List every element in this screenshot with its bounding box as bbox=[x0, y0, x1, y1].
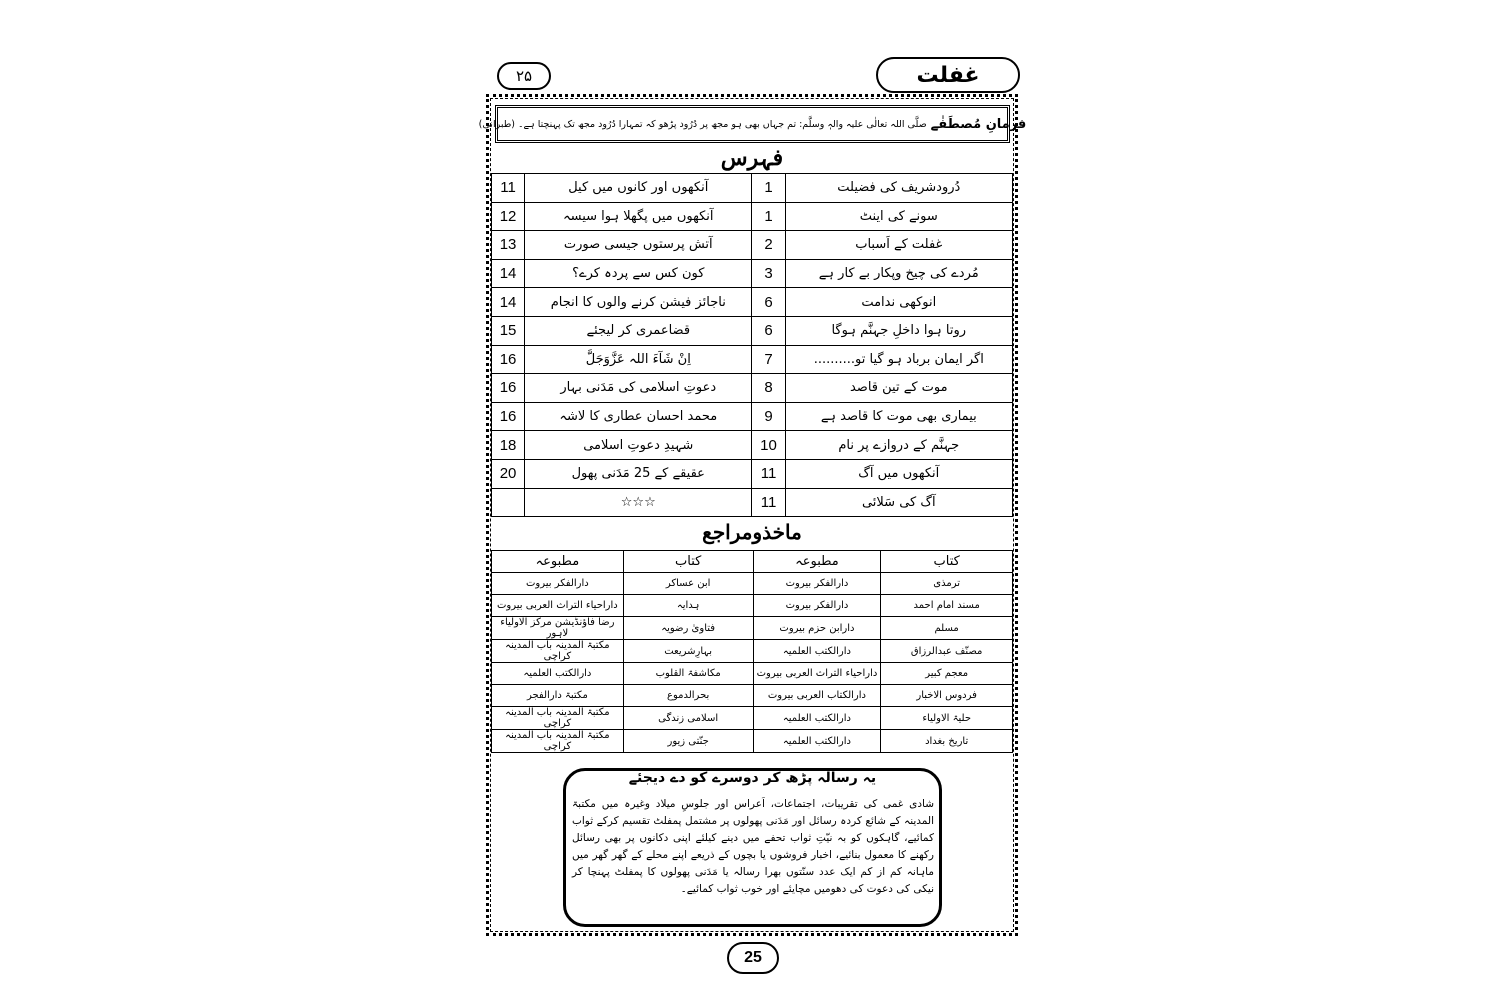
refs-publisher: دارالفکر بیروت bbox=[492, 573, 624, 595]
notice-title: یہ رسالہ پڑھ کر دوسرے کو دے دیجئے bbox=[628, 770, 877, 786]
toc-right-page: 9 bbox=[752, 402, 785, 431]
refs-book: بہارِشریعت bbox=[623, 640, 753, 663]
refs-publisher: مکتبۃ المدینہ باب المدینہ کراچی bbox=[492, 707, 624, 730]
toc-right-title: سونے کی اینٹ bbox=[785, 202, 1012, 231]
toc-row bbox=[492, 202, 1013, 231]
refs-publisher: دارابن حزم بیروت bbox=[753, 617, 881, 640]
refs-header-publisher: مطبوعہ bbox=[753, 551, 881, 573]
refs-publisher: دارالفکر بیروت bbox=[753, 573, 881, 595]
toc-left-title: ناجائز فیشن کرنے والوں کا انجام bbox=[525, 288, 752, 317]
toc-row bbox=[492, 231, 1013, 260]
refs-header-book: کتاب bbox=[881, 551, 1013, 573]
toc-left-title: آتش پرستوں جیسی صورت bbox=[525, 231, 752, 260]
toc-right-page: 6 bbox=[752, 316, 785, 345]
toc-right-page: 3 bbox=[752, 259, 785, 288]
refs-row bbox=[492, 640, 1013, 663]
toc-row bbox=[492, 431, 1013, 460]
toc-left-title: عقیقے کے 25 مَدَنی پھول bbox=[525, 459, 752, 488]
refs-publisher: دارالکتب العلمیہ bbox=[753, 640, 881, 663]
refs-row bbox=[492, 707, 1013, 730]
toc-row bbox=[492, 174, 1013, 203]
refs-publisher: دارالکتب العلمیہ bbox=[753, 730, 881, 753]
refs-book: ابن عساکر bbox=[623, 573, 753, 595]
page-header-number: ۲۵ bbox=[497, 62, 551, 90]
toc-right-page: 1 bbox=[752, 202, 785, 231]
toc-left-title: محمد احسان عطاری کا لاشہ bbox=[525, 402, 752, 431]
toc-left-page: 14 bbox=[492, 288, 525, 317]
refs-publisher: داراحیاء التراث العربی بیروت bbox=[753, 663, 881, 685]
refs-title: ماخذومراجع bbox=[702, 520, 802, 544]
toc-right-page: 8 bbox=[752, 374, 785, 403]
refs-publisher: دارالفکر بیروت bbox=[753, 595, 881, 617]
toc-right-title: آنکھوں میں آگ bbox=[785, 459, 1012, 488]
refs-publisher: داراحیاء التراث العربی بیروت bbox=[492, 595, 624, 617]
refs-row bbox=[492, 573, 1013, 595]
hadith-banner bbox=[478, 105, 1027, 143]
refs-book: ترمذی bbox=[881, 573, 1013, 595]
refs-book: مصنّف عبدالرزاق bbox=[881, 640, 1013, 663]
toc-left-page: 12 bbox=[492, 202, 525, 231]
toc-right-title: جہنَّم کے دروازے پر نام bbox=[785, 431, 1012, 460]
banner-text: صلَّی اللہ تعالٰی علیہ والہٖ وسلَّم: تم جہاں بھی ہو مجھ پر دُرُود پڑھو کہ تمہارا دُرُود مجھ تک پہنچتا ہے۔ (طبرانی) bbox=[478, 118, 927, 130]
toc-left-title: اِنْ شَآءَ اللہ عَزَّوَجَلَّ bbox=[525, 345, 752, 374]
refs-header-publisher: مطبوعہ bbox=[492, 551, 624, 573]
refs-book: فتاویٰ رضویہ bbox=[623, 617, 753, 640]
toc-row bbox=[492, 488, 1013, 517]
refs-book: تاریخ بغداد bbox=[881, 730, 1013, 753]
toc-left-page: 16 bbox=[492, 345, 525, 374]
refs-row bbox=[492, 617, 1013, 640]
refs-book: حلیۃ الاولیاء bbox=[881, 707, 1013, 730]
refs-book: ہدایہ bbox=[623, 595, 753, 617]
toc-row bbox=[492, 345, 1013, 374]
toc-right-page: 7 bbox=[752, 345, 785, 374]
toc-left-title: شہیدِ دعوتِ اسلامی bbox=[525, 431, 752, 460]
toc-left-page: 15 bbox=[492, 316, 525, 345]
refs-publisher: مکتبۃ دارالفجر bbox=[492, 685, 624, 707]
toc-left-title: قضاعمری کر لیجئے bbox=[525, 316, 752, 345]
refs-publisher: مکتبۃ المدینہ باب المدینہ کراچی bbox=[492, 730, 624, 753]
toc-left-page: 16 bbox=[492, 402, 525, 431]
refs-row bbox=[492, 685, 1013, 707]
toc-title: فہرس bbox=[720, 145, 784, 171]
refs-publisher: مکتبۃ المدینہ باب المدینہ کراچی bbox=[492, 640, 624, 663]
toc-right-page: 2 bbox=[752, 231, 785, 260]
refs-book: مسند امام احمد bbox=[881, 595, 1013, 617]
banner-lead: فرمانِ مُصطَفٰے bbox=[930, 116, 1027, 132]
refs-publisher: دارالکتب العلمیہ bbox=[753, 707, 881, 730]
refs-publisher: دارالکتب العلمیہ bbox=[492, 663, 624, 685]
toc-left-title: آنکھوں اور کانوں میں کیل bbox=[525, 174, 752, 203]
refs-publisher: دارالکتاب العربی بیروت bbox=[753, 685, 881, 707]
toc-right-title: موت کے تین قاصد bbox=[785, 374, 1012, 403]
toc-left-title: دعوتِ اسلامی کی مَدَنی بہار bbox=[525, 374, 752, 403]
toc-right-title: غفلت کے اَسباب bbox=[785, 231, 1012, 260]
toc-row bbox=[492, 459, 1013, 488]
refs-header-book: کتاب bbox=[623, 551, 753, 573]
toc-left-title: آنکھوں میں پگھلا ہوا سیسہ bbox=[525, 202, 752, 231]
notice-body: شادی غمی کی تقریبات، اجتماعات، اَعراس اور جلوسِ میلاد وغیرہ میں مکتبۃ المدینہ کے شائع کردہ رسائل اور مَدَنی پھولوں پر مشتمل پمفلٹ تقسیم کرکے ثواب کمائیے، گاہکوں کو بہ نیّتِ ثواب تحفے میں دینے کیلئے اپنی دکانوں پر بھی رسائل رکھنے کا معمول بنائیے، اخبار فروشوں یا بچوں کے ذریعے اپنے محلے کے گھر گھر میں ماہانہ کم از کم ایک عدد سنّتوں بھرا رسالہ یا مَدَنی پھولوں کا پمفلٹ پہنچا کر نیکی کی دعوت کی دھومیں مچایئے اور خوب ثواب کمائیے۔ bbox=[572, 798, 934, 895]
toc-right-page: 11 bbox=[752, 459, 785, 488]
toc-right-page: 1 bbox=[752, 174, 785, 203]
toc-row bbox=[492, 374, 1013, 403]
refs-header-row bbox=[492, 551, 1013, 573]
toc-right-title: روتا ہوا داخلِ جہنَّم ہوگا bbox=[785, 316, 1012, 345]
toc-left-page: 11 bbox=[492, 174, 525, 203]
refs-row bbox=[492, 663, 1013, 685]
toc-right-page: 11 bbox=[752, 488, 785, 517]
toc-left-page: 13 bbox=[492, 231, 525, 260]
refs-book: بحرالدموع bbox=[623, 685, 753, 707]
refs-book: معجم کبیر bbox=[881, 663, 1013, 685]
refs-book: اسلامی زندگی bbox=[623, 707, 753, 730]
refs-row bbox=[492, 730, 1013, 753]
toc-right-title: مُردے کی چیخ وپکار بے کار ہے bbox=[785, 259, 1012, 288]
footer-page-number: 25 bbox=[727, 942, 779, 974]
refs-book: فردوس الاخبار bbox=[881, 685, 1013, 707]
refs-publisher: رضا فاؤنڈیشن مرکز الاولیاء لاہور bbox=[492, 617, 624, 640]
refs-table bbox=[491, 550, 1013, 753]
refs-book: مکاشفۃ القلوب bbox=[623, 663, 753, 685]
toc-right-title: بیماری بھی موت کا قاصد ہے bbox=[785, 402, 1012, 431]
refs-row bbox=[492, 595, 1013, 617]
toc-row bbox=[492, 402, 1013, 431]
toc-right-title: اگر ایمان برباد ہو گیا تو.......... bbox=[785, 345, 1012, 374]
toc-table bbox=[491, 173, 1013, 517]
toc-row bbox=[492, 316, 1013, 345]
toc-right-page: 10 bbox=[752, 431, 785, 460]
toc-row bbox=[492, 259, 1013, 288]
toc-left-page: 20 bbox=[492, 459, 525, 488]
page-header-title: غفلت bbox=[876, 57, 1020, 93]
toc-right-page: 6 bbox=[752, 288, 785, 317]
toc-right-title: انوکھی ندامت bbox=[785, 288, 1012, 317]
toc-left-page: 18 bbox=[492, 431, 525, 460]
toc-left-title: ☆☆☆ bbox=[525, 488, 752, 517]
toc-left-title: کون کس سے پردہ کرے؟ bbox=[525, 259, 752, 288]
toc-row bbox=[492, 288, 1013, 317]
toc-left-page: 16 bbox=[492, 374, 525, 403]
toc-left-page: 14 bbox=[492, 259, 525, 288]
toc-right-title: آگ کی سَلائی bbox=[785, 488, 1012, 517]
refs-book: جنّتی زیور bbox=[623, 730, 753, 753]
toc-right-title: دُرودشریف کی فضیلت bbox=[785, 174, 1012, 203]
toc-left-page bbox=[492, 488, 525, 517]
refs-book: مسلم bbox=[881, 617, 1013, 640]
